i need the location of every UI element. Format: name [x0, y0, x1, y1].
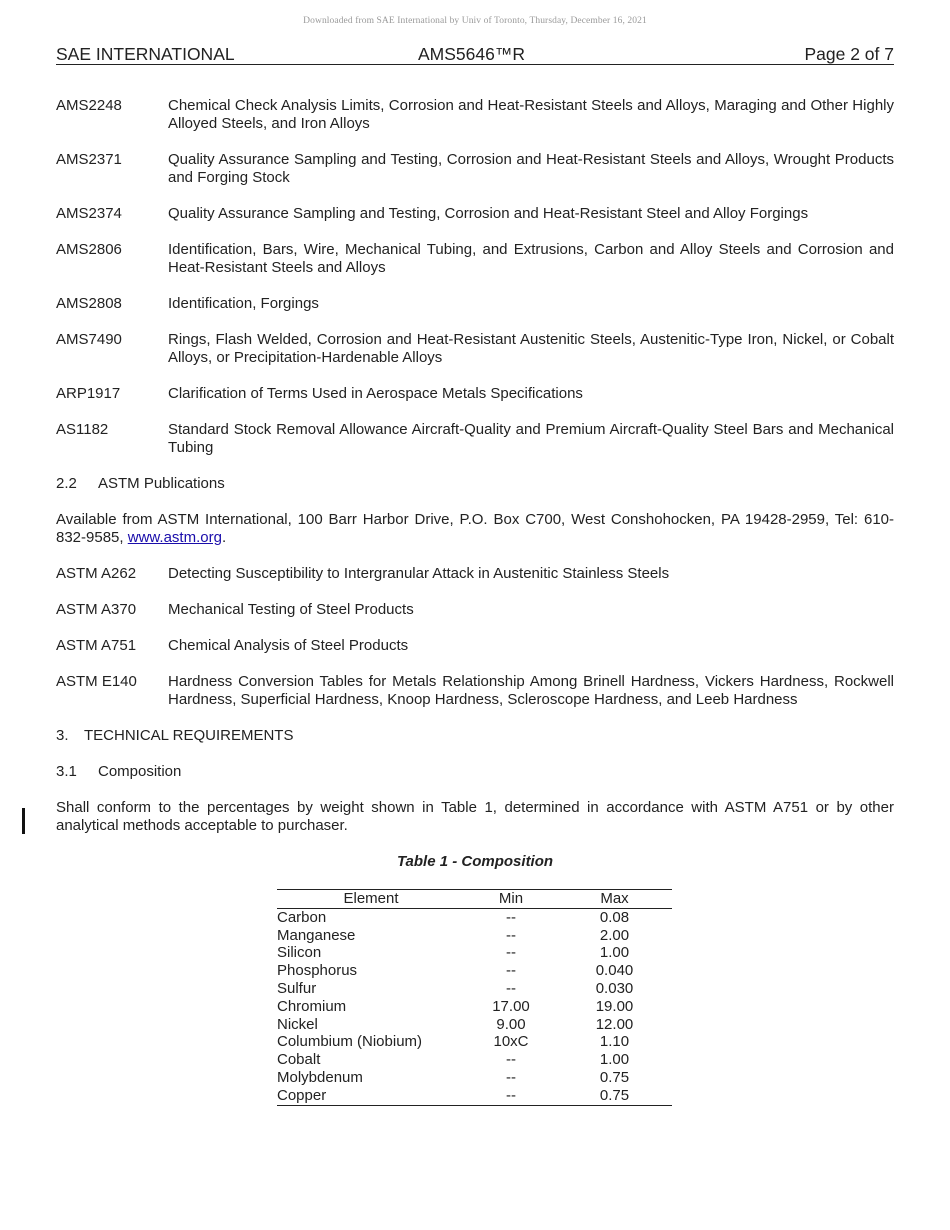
cell-min: --	[506, 908, 516, 926]
composition-paragraph: Shall conform to the percentages by weight shown in Table 1, determined in accordance with ASTM A751 or by other analytical methods acceptable to purchaser.	[56, 799, 894, 834]
cell-min: --	[506, 962, 516, 980]
astm-availability-tail: .	[221, 529, 227, 546]
reference-title: Mechanical Testing of Steel Products	[168, 601, 414, 618]
reference-title: Chemical Check Analysis Limits, Corrosion and Heat-Resistant Steels and Alloys, Maraging and Other Highly Alloyed Steels, and Iron Alloys	[168, 97, 894, 132]
reference-code: ASTM A262	[56, 565, 137, 582]
reference-entry	[56, 97, 894, 133]
cell-element: Carbon	[277, 908, 327, 926]
cell-max: 1.00	[599, 944, 630, 962]
header-min: Min	[465, 890, 557, 909]
reference-entry	[56, 601, 894, 619]
cell-min: 17.00	[492, 997, 530, 1015]
reference-entry	[56, 673, 894, 709]
header-doc-number: AMS5646™R	[418, 44, 525, 64]
reference-code: AMS2806	[56, 241, 122, 258]
reference-code: ASTM A751	[56, 637, 137, 654]
composition-table	[277, 889, 672, 1106]
reference-title: Chemical Analysis of Steel Products	[168, 637, 409, 654]
cell-element: Molybdenum	[277, 1068, 363, 1086]
astm-website-link[interactable]: www.astm.org	[127, 529, 222, 546]
cell-max: 0.040	[595, 962, 634, 980]
table-row	[277, 1087, 672, 1105]
reference-code: ASTM E140	[56, 673, 137, 690]
reference-code: AMS2374	[56, 205, 122, 222]
reference-entry	[56, 151, 894, 187]
reference-entry	[56, 205, 894, 223]
section-title: ASTM Publications	[98, 475, 225, 492]
cell-max: 0.75	[557, 1087, 672, 1105]
table-row	[277, 927, 672, 945]
header-max: Max	[557, 890, 672, 909]
cell-max: 0.030	[595, 979, 634, 997]
cell-max: 0.08	[599, 908, 630, 926]
table-row	[277, 908, 672, 926]
cell-min: --	[506, 1051, 516, 1069]
reference-entry	[56, 331, 894, 367]
reference-title: Hardness Conversion Tables for Metals Relationship Among Brinell Hardness, Vickers Hardness, Rockwell Hardness, Superficial Hardness, Knoop Hardness, Scleroscope Hardness, and Leeb Hardness	[168, 673, 894, 708]
table-row	[277, 944, 672, 962]
cell-min: --	[506, 926, 516, 944]
cell-element: Phosphorus	[277, 962, 358, 980]
section-number: 2.2	[56, 475, 77, 492]
reference-title: Rings, Flash Welded, Corrosion and Heat-Resistant Austenitic Steels, Austenitic-Type Iron, Nickel, or Cobalt Alloys, or Precipitation-Hardenable Alloys	[168, 331, 894, 366]
cell-element: Silicon	[277, 944, 322, 962]
download-watermark: Downloaded from SAE International by Univ of Toronto, Thursday, December 16, 2021	[303, 16, 647, 26]
reference-title: Standard Stock Removal Allowance Aircraft-Quality and Premium Aircraft-Quality Steel Bars and Mechanical Tubing	[168, 421, 894, 456]
reference-title: Quality Assurance Sampling and Testing, Corrosion and Heat-Resistant Steel and Alloy Forgings	[168, 205, 809, 222]
reference-entry	[56, 295, 894, 313]
table-row	[277, 1033, 672, 1051]
cell-min: 9.00	[496, 1015, 526, 1033]
header-element: Element	[277, 890, 465, 909]
cell-element: Copper	[277, 1087, 465, 1105]
cell-min: 10xC	[493, 1033, 529, 1051]
cell-min: --	[465, 1087, 557, 1105]
sae-reference-list	[56, 97, 894, 457]
cell-element: Columbium (Niobium)	[277, 1033, 423, 1051]
cell-max: 12.00	[595, 1015, 634, 1033]
table-header-row	[277, 890, 672, 909]
page-body	[56, 97, 894, 1106]
reference-code: AMS2248	[56, 97, 122, 114]
header-page-number: Page 2 of 7	[804, 44, 894, 64]
cell-min: --	[506, 979, 516, 997]
reference-code: ASTM A370	[56, 601, 137, 618]
reference-title: Identification, Forgings	[168, 295, 319, 312]
cell-element: Chromium	[277, 997, 347, 1015]
reference-code: AMS2371	[56, 151, 122, 168]
reference-entry	[56, 241, 894, 277]
reference-entry	[56, 421, 894, 457]
section-number: 3.	[56, 727, 69, 744]
reference-title: Identification, Bars, Wire, Mechanical Tubing, and Extrusions, Carbon and Alloy Steels and Corrosion and Heat-Resistant Steels and Alloys	[168, 241, 894, 276]
reference-code: AMS7490	[56, 331, 122, 348]
cell-min: --	[506, 944, 516, 962]
table-row	[277, 1069, 672, 1087]
cell-element: Sulfur	[277, 979, 317, 997]
reference-title: Detecting Susceptibility to Intergranular Attack in Austenitic Stainless Steels	[168, 565, 670, 582]
cell-max: 19.00	[595, 997, 634, 1015]
astm-reference-list	[56, 565, 894, 709]
reference-entry	[56, 565, 894, 583]
revision-change-bar	[22, 808, 25, 834]
cell-element: Nickel	[277, 1015, 318, 1033]
section-3-1-heading	[56, 763, 894, 781]
cell-max: 2.00	[599, 926, 630, 944]
table-row	[277, 1016, 672, 1034]
section-title: TECHNICAL REQUIREMENTS	[84, 727, 294, 744]
cell-max: 0.75	[599, 1068, 630, 1086]
header-org: SAE INTERNATIONAL	[56, 44, 235, 64]
reference-entry	[56, 637, 894, 655]
table-row	[277, 980, 672, 998]
section-number: 3.1	[56, 763, 77, 780]
table-row	[277, 1051, 672, 1069]
reference-code: AMS2808	[56, 295, 122, 312]
cell-max: 1.00	[599, 1051, 630, 1069]
cell-max: 1.10	[599, 1033, 630, 1051]
reference-title: Clarification of Terms Used in Aerospace Metals Specifications	[168, 385, 583, 402]
page-header	[56, 44, 894, 65]
section-title: Composition	[98, 763, 182, 780]
reference-entry	[56, 385, 894, 403]
cell-min: --	[506, 1068, 516, 1086]
cell-element: Cobalt	[277, 1051, 321, 1069]
table-row	[277, 962, 672, 980]
reference-title: Quality Assurance Sampling and Testing, Corrosion and Heat-Resistant Steels and Alloys, Wrought Products and Forging Stock	[168, 151, 894, 186]
reference-code: AS1182	[56, 421, 109, 438]
table-title: Table 1 - Composition	[396, 853, 554, 870]
cell-element: Manganese	[277, 926, 356, 944]
astm-availability-text: Available from ASTM International, 100 Barr Harbor Drive, P.O. Box C700, West Conshohocken, PA 19428-2959, Tel: 610-832-9585,	[56, 511, 894, 546]
astm-availability-paragraph	[56, 511, 894, 547]
section-2-2-heading	[56, 475, 894, 493]
reference-code: ARP1917	[56, 385, 121, 402]
section-3-heading	[56, 727, 894, 745]
table-row	[277, 998, 672, 1016]
table-body	[277, 908, 672, 1105]
